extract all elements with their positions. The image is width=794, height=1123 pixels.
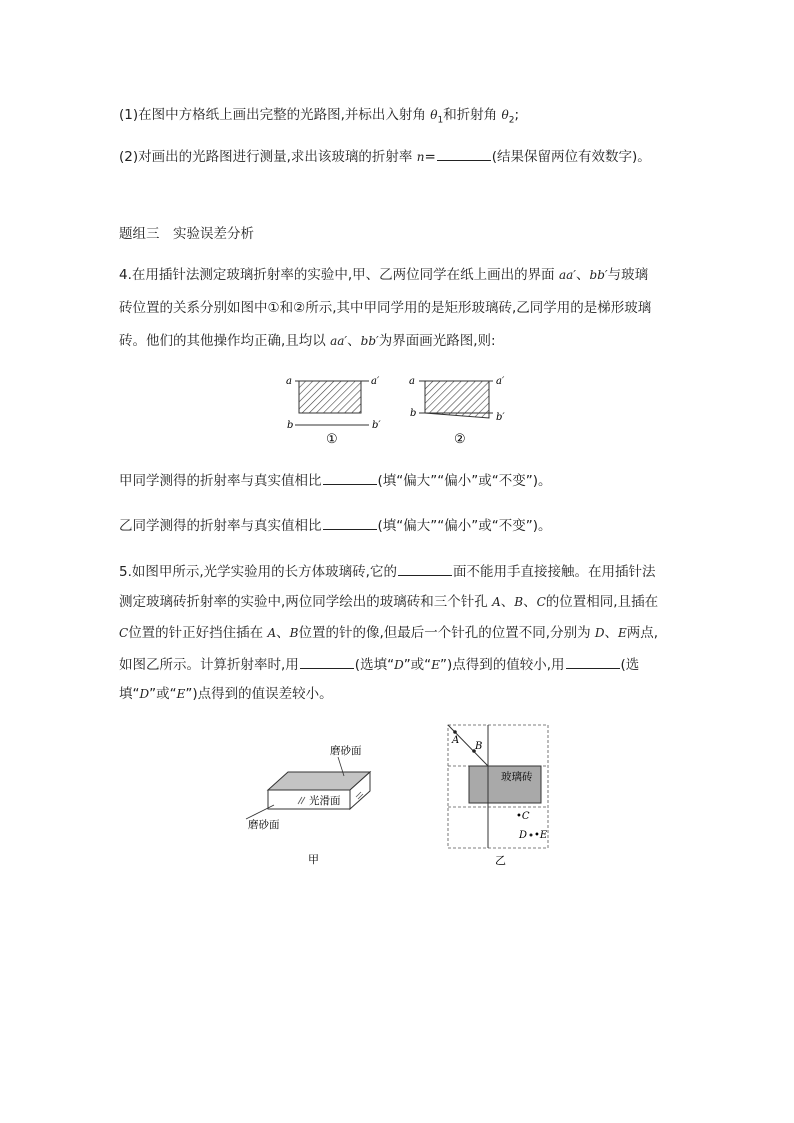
q5-figure-yi bbox=[440, 718, 560, 868]
svg-text:a′: a′ bbox=[371, 376, 380, 387]
svg-text:b: b bbox=[287, 420, 294, 431]
q5-line1: 5.如图甲所示,光学实验用的长方体玻璃砖,它的 面不能用手直接接触。在用插针法 bbox=[119, 564, 656, 580]
q5-line5: 填“D”或“E”)点得到的值误差较小。 bbox=[119, 686, 333, 702]
q4-line3: 砖。他们的其他操作均正确,且均以 aa′、bb′为界面画光路图,则: bbox=[119, 333, 496, 349]
frosted-bottom-label: 磨砂面 bbox=[248, 819, 280, 831]
svg-text:A: A bbox=[452, 735, 460, 746]
q5-line3: C位置的针正好挡住插在 A、B位置的针的像,但最后一个针孔的位置不同,分别为 D、E两点, bbox=[119, 625, 659, 641]
q4-line2: 砖位置的关系分别如图中①和②所示,其中甲同学用的是矩形玻璃砖,乙同学用的是梯形玻璃 bbox=[119, 300, 652, 316]
q4-answer-2: 乙同学测得的折射率与真实值相比 (填“偏大”“偏小”或“不变”)。 bbox=[119, 518, 552, 534]
q5-figure-jia bbox=[240, 735, 390, 870]
q5-line2: 测定玻璃砖折射率的实验中,两位同学绘出的玻璃砖和三个针孔 A、B、C的位置相同,且插在 bbox=[119, 594, 659, 610]
svg-text:b′: b′ bbox=[372, 420, 381, 431]
answer-blank[interactable] bbox=[398, 563, 452, 576]
label-2: ② bbox=[454, 432, 466, 447]
answer-blank[interactable] bbox=[323, 517, 377, 530]
caption-jia: 甲 bbox=[308, 853, 319, 866]
caption-yi: 乙 bbox=[495, 854, 506, 867]
svg-text:a′: a′ bbox=[496, 376, 505, 387]
section-title: 题组三 实验误差分析 bbox=[119, 226, 254, 242]
q4-line1: 4.在用插针法测定玻璃折射率的实验中,甲、乙两位同学在纸上画出的界面 aa′、bb′与玻璃 bbox=[119, 267, 649, 283]
answer-blank[interactable] bbox=[566, 656, 620, 669]
svg-text:B: B bbox=[475, 741, 483, 752]
q5-line4: 如图乙所示。计算折射率时,用 (选填“D”或“E”)点得到的值较小,用 (选 bbox=[119, 657, 640, 673]
svg-text:b′: b′ bbox=[496, 412, 505, 423]
answer-blank[interactable] bbox=[323, 472, 377, 485]
answer-blank[interactable] bbox=[437, 148, 491, 161]
svg-text:a: a bbox=[286, 376, 292, 387]
q3-item2: (2)对画出的光路图进行测量,求出该玻璃的折射率 n= (结果保留两位有效数字)。 bbox=[119, 149, 651, 165]
svg-text:a: a bbox=[409, 376, 415, 387]
pin-e: •E bbox=[534, 830, 548, 841]
smooth-label: 光滑面 bbox=[309, 795, 341, 807]
answer-blank[interactable] bbox=[300, 656, 354, 669]
label-1: ① bbox=[326, 432, 338, 447]
pin-a bbox=[453, 730, 457, 734]
figure-2 bbox=[409, 376, 505, 447]
svg-text:b: b bbox=[410, 408, 417, 419]
frosted-top-label: 磨砂面 bbox=[330, 745, 362, 757]
q4-answer-1: 甲同学测得的折射率与真实值相比 (填“偏大”“偏小”或“不变”)。 bbox=[119, 473, 552, 489]
q3-item1: (1)在图中方格纸上画出完整的光路图,并标出入射角 $\theta_1$和折射角 $\theta_2$; bbox=[119, 107, 520, 126]
pin-c: •C bbox=[516, 811, 530, 822]
figure-1 bbox=[286, 376, 381, 447]
pin-d: D bbox=[519, 830, 528, 841]
glass-label: 玻璃砖 bbox=[501, 771, 533, 783]
q4-figure bbox=[283, 368, 513, 450]
